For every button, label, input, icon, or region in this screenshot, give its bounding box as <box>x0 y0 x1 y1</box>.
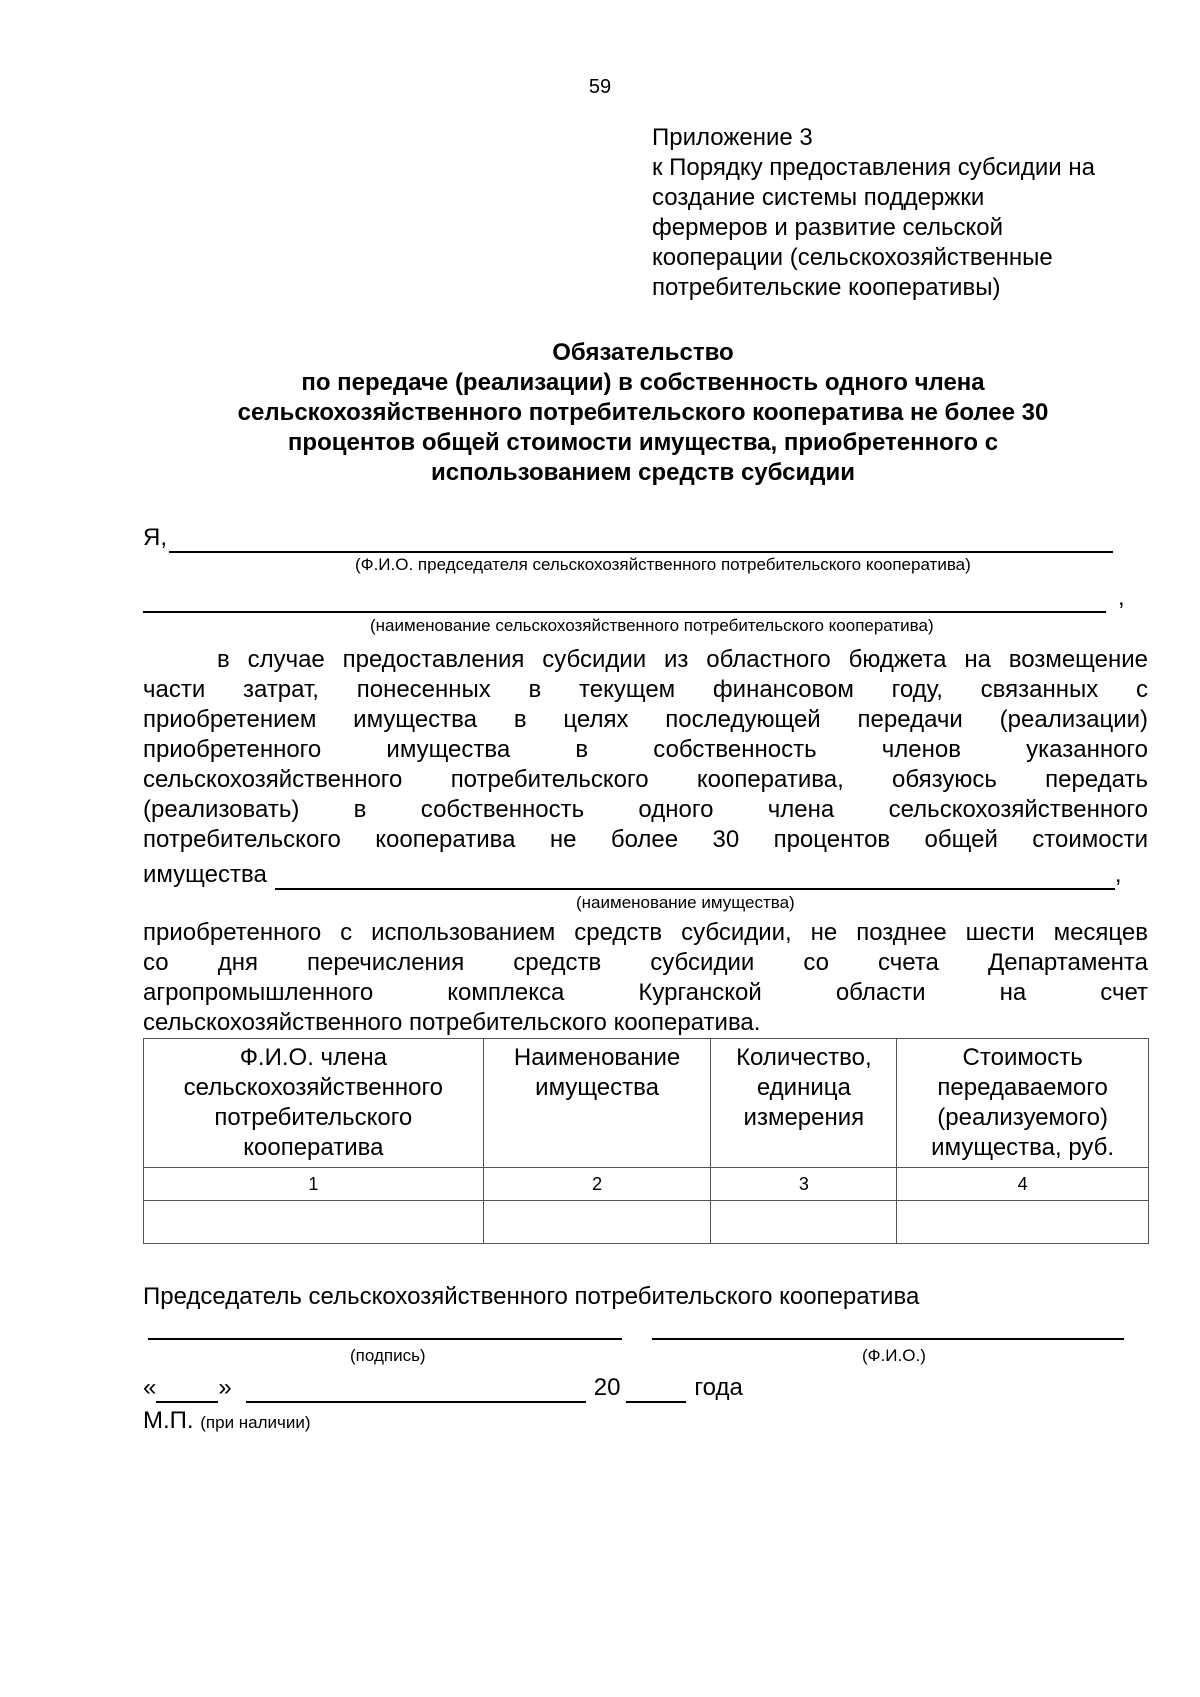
paragraph-line: агропромышленного комплекса Курганской области на счет <box>143 979 1148 1006</box>
table-header-quantity: Количество, единица измерения <box>711 1039 897 1168</box>
appendix-line: к Порядку предоставления субсидии на <box>652 154 1095 181</box>
table-header-member: Ф.И.О. члена сельскохозяйственного потребительского кооператива <box>144 1039 484 1168</box>
stamp-hint: (при наличии) <box>200 1413 311 1432</box>
year-prefix: 20 <box>593 1374 621 1401</box>
table-cell-property[interactable] <box>483 1201 711 1244</box>
table-col-number: 1 <box>144 1168 484 1201</box>
year-field[interactable] <box>626 1377 686 1403</box>
property-table <box>143 1038 1149 1244</box>
page-number: 59 <box>588 76 612 98</box>
appendix-note <box>652 123 1172 303</box>
paragraph-line: сельскохозяйственного потребительского кооператива, обязуюсь передать <box>143 766 1148 793</box>
table-header-row <box>144 1039 1149 1168</box>
day-field[interactable] <box>156 1377 218 1403</box>
organization-suffix: , <box>1118 584 1125 611</box>
title-line: Обязательство <box>552 339 734 366</box>
paragraph-line: части затрат, понесенных в текущем финансовом году, связанных с <box>143 676 1148 703</box>
appendix-line: потребительские кооперативы) <box>652 274 1001 301</box>
property-prefix: имущества <box>143 861 267 888</box>
declarant-row <box>143 523 1113 553</box>
declarant-hint: (Ф.И.О. председателя сельскохозяйственного потребительского кооператива) <box>355 555 971 574</box>
title-line: по передаче (реализации) в собственность одного члена <box>301 369 985 396</box>
table-number-row <box>144 1168 1149 1201</box>
full-name-field[interactable] <box>652 1338 1124 1340</box>
declarant-prefix: Я, <box>143 524 167 551</box>
organization-hint: (наименование сельскохозяйственного потребительского кооператива) <box>370 616 934 635</box>
full-name-hint: (Ф.И.О.) <box>862 1346 926 1365</box>
table-cell-member[interactable] <box>144 1201 484 1244</box>
stamp-text: М.П. <box>143 1407 194 1434</box>
paragraph-2 <box>143 918 1148 1038</box>
property-row <box>143 860 1148 890</box>
title-line: сельскохозяйственного потребительского кооператива не более 30 <box>237 399 1049 426</box>
month-field[interactable] <box>246 1377 586 1403</box>
table-cell-cost[interactable] <box>897 1201 1149 1244</box>
signature-hint: (подпись) <box>350 1346 426 1365</box>
paragraph-line: со дня перечисления средств субсидии со счета Департамента <box>143 949 1148 976</box>
paragraph-line: приобретением имущества в целях последующей передачи (реализации) <box>143 706 1148 733</box>
signature-field[interactable] <box>148 1338 622 1340</box>
table-cell-quantity[interactable] <box>711 1201 897 1244</box>
date-open-quote: « <box>143 1374 157 1401</box>
table-row <box>144 1201 1149 1244</box>
organization-name-field[interactable] <box>143 585 1106 613</box>
stamp-label <box>143 1406 311 1438</box>
paragraph-line: (реализовать) в собственность одного члена сельскохозяйственного <box>143 796 1148 823</box>
paragraph-line: приобретенного с использованием средств субсидии, не позднее шести месяцев <box>143 919 1148 946</box>
paragraph-line: в случае предоставления субсидии из областного бюджета на возмещение <box>217 646 1148 673</box>
title-line: процентов общей стоимости имущества, приобретенного с <box>287 429 999 456</box>
appendix-line: кооперации (сельскохозяйственные <box>652 244 1053 271</box>
table-col-number: 2 <box>483 1168 711 1201</box>
chairman-label: Председатель сельскохозяйственного потребительского кооператива <box>143 1283 920 1310</box>
paragraph-line: приобретенного имущества в собственность членов указанного <box>143 736 1148 763</box>
year-suffix: года <box>694 1374 743 1401</box>
paragraph-line: сельскохозяйственного потребительского кооператива. <box>143 1009 761 1036</box>
appendix-line: создание системы поддержки <box>652 184 985 211</box>
property-suffix: , <box>1114 861 1122 888</box>
table-header-cost: Стоимость передаваемого (реализуемого) имущества, руб. <box>897 1039 1149 1168</box>
date-close-quote: » <box>218 1374 232 1401</box>
title-line: использованием средств субсидии <box>431 459 855 486</box>
property-name-field[interactable] <box>275 862 1115 890</box>
table-col-number: 3 <box>711 1168 897 1201</box>
table-col-number: 4 <box>897 1168 1149 1201</box>
document-title <box>143 338 1143 488</box>
property-hint: (наименование имущества) <box>576 893 795 912</box>
organization-row <box>143 583 1143 613</box>
table-header-property: Наименование имущества <box>483 1039 711 1168</box>
declarant-name-field[interactable] <box>169 527 1113 553</box>
date-row <box>143 1373 743 1403</box>
appendix-line: фермеров и развитие сельской <box>652 214 1004 241</box>
paragraph-line: потребительского кооператива не более 30 процентов общей стоимости <box>143 826 1148 853</box>
appendix-line: Приложение 3 <box>652 124 813 151</box>
paragraph-1 <box>143 645 1148 855</box>
